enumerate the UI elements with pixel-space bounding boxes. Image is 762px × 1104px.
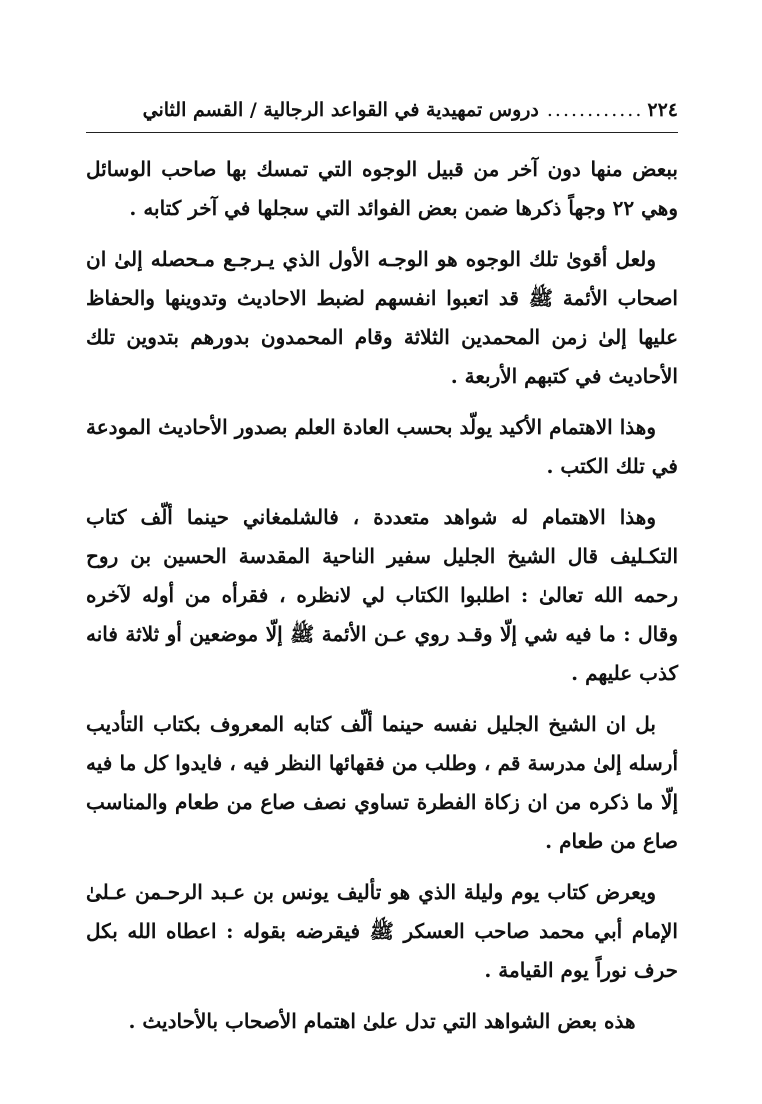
paragraph-shalmaghani-evidence: وهذا الاهتمام له شواهد متعددة ، فالشلمغاني حينما ألّف كتاب التكـليف قال الشيخ الجليل سفير الناحية المقدسة الحسين بن روح رحمه الله تعالىٰ : اطلبوا الكتاب لي لانظره ، فقرأه من أوله لآخره وقال : ما فيه شي إلّا وقـد روي عـن الأئمة ﷺ إلّا موضعين أو ثلاثة فانه كذب عليهم . [86, 505, 678, 685]
paragraph-conclusion: هذه بعض الشواهد التي تدل علىٰ اهتمام الأصحاب بالأحاديث . [128, 1009, 636, 1033]
paragraph-continuation: ببعض منها دون آخر من قبيل الوجوه التي تمسك بها صاحب الوسائل وهي ٢٢ وجهاً ذكرها ضمن بعض الفوائد التي سجلها في آخر كتابه . [86, 157, 678, 220]
page-number: ٢٢٤ [647, 98, 678, 121]
page-header [86, 93, 678, 133]
paragraph-certain-interest: وهذا الاهتمام الأكيد يولّد بحسب العادة العلم بصدور الأحاديث المودعة في تلك الكتب . [86, 415, 678, 478]
running-title: دروس تمهيدية في القواعد الرجالية / القسم الثاني [142, 98, 539, 121]
paragraph-tadib-evidence: بل ان الشيخ الجليل نفسه حينما ألّف كتابه المعروف بكتاب التأديب أرسله إلىٰ مدرسة قم ، وطلب من فقهائها النظر فيه ، فايدوا كل ما فيه إلّا ما ذكره من ان زكاة الفطرة تساوي نصف صاع من طعام والمناسب صاع من طعام . [86, 712, 678, 853]
page-body [86, 150, 678, 1053]
paragraph-strongest-reason: ولعل أقوىٰ تلك الوجوه هو الوجـه الأول الذي يـرجـع مـحصله إلىٰ ان اصحاب الأئمة ﷺ قد اتعبوا انفسهم لضبط الاحاديث وتدوينها والحفاظ عليها إلىٰ زمن المحمدين الثلاثة وقام المحمدون بدورهم بتدوين تلك الأحاديث في كتبهم الأربعة . [86, 247, 679, 388]
paragraph-yunus-evidence: ويعرض كتاب يوم وليلة الذي هو تأليف يونس بن عـبد الرحـمن عـلىٰ الإمام أبي محمد صاحب العسكر ﷺ فيقرضه بقوله : اعطاه الله بكل حرف نوراً يوم القيامة . [86, 880, 678, 982]
header-leader-dots: ............ [546, 98, 644, 121]
